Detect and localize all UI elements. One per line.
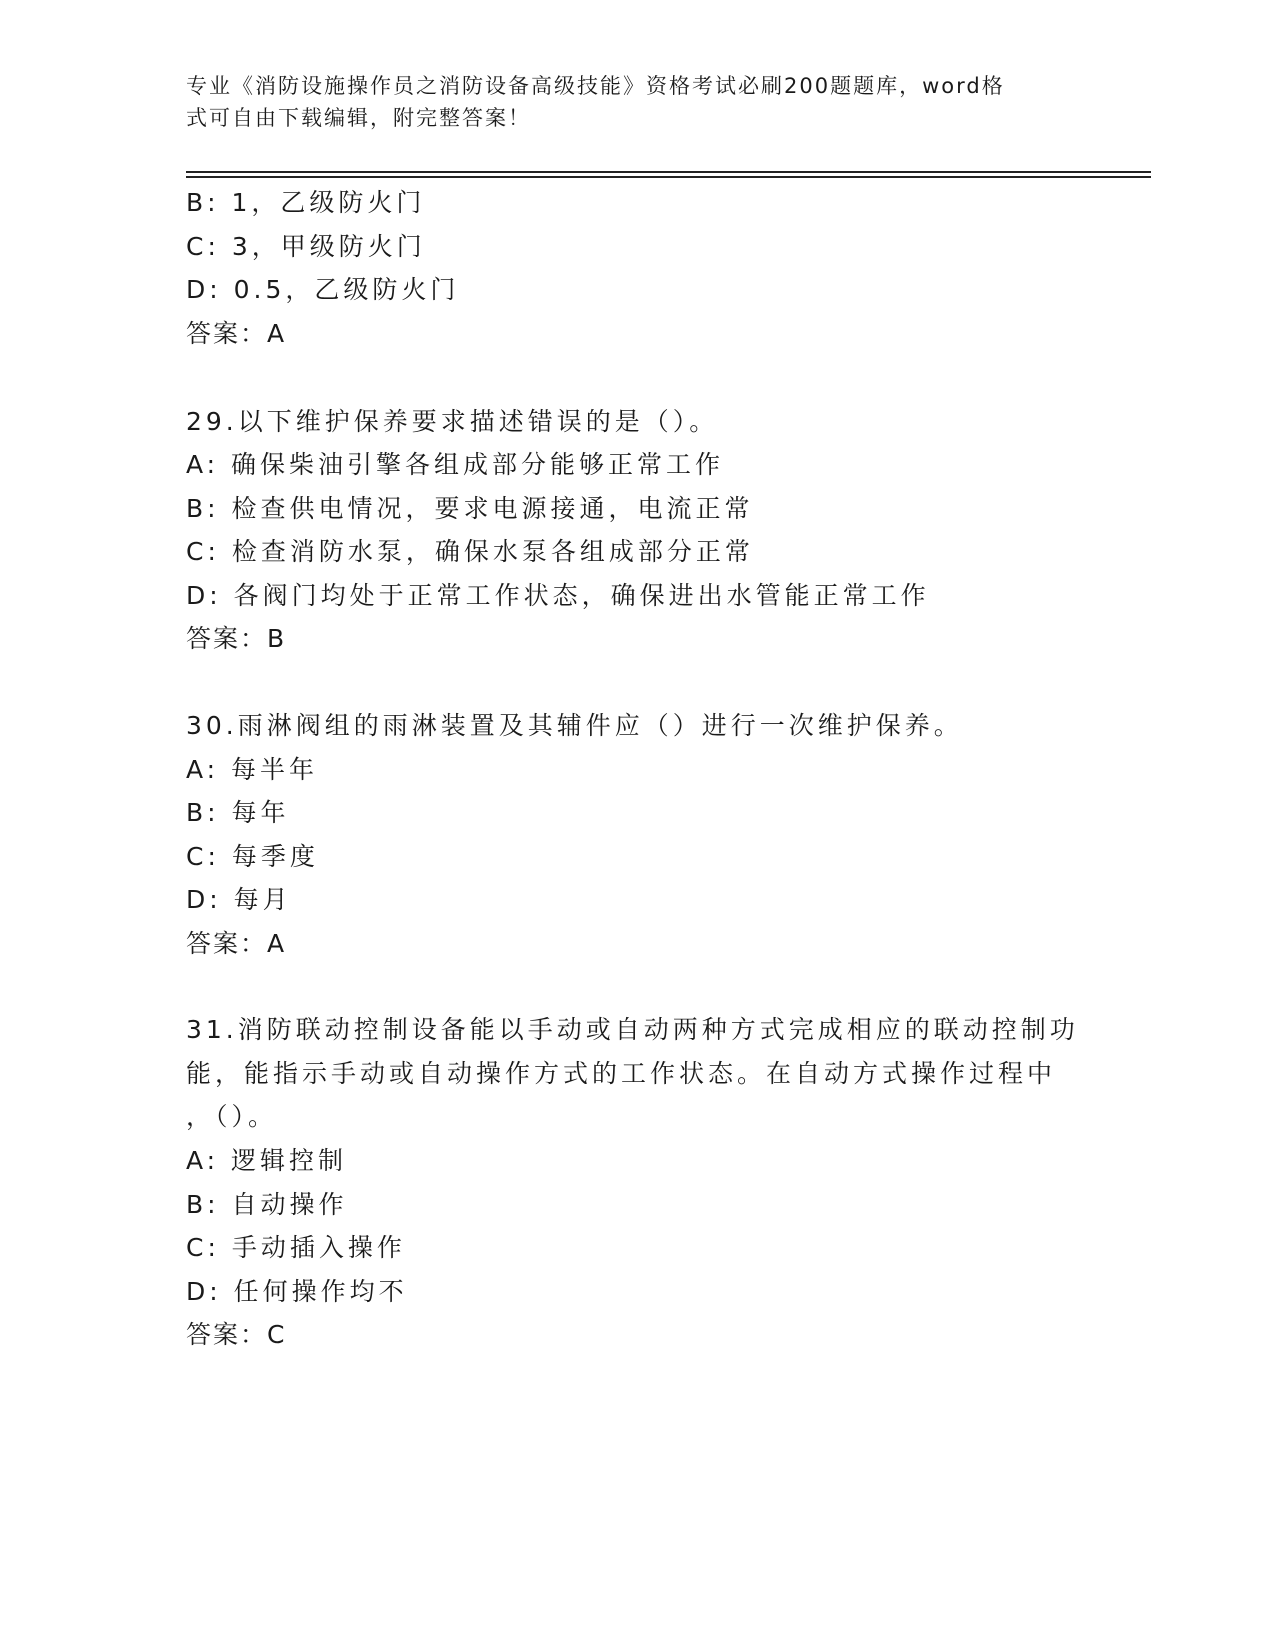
option-text: C: 检查消防水泵，确保水泵各组成部分正常	[186, 537, 754, 566]
header-rule-top	[186, 171, 1151, 173]
answer-text: 答案：B	[186, 624, 287, 653]
answer-text: 答案：A	[186, 319, 287, 348]
header-title-line-1: 专业《消防设施操作员之消防设备高级技能》资格考试必刷200题题库，word格	[186, 74, 1005, 98]
option-text: A: 逻辑控制	[186, 1146, 348, 1175]
option-text: C: 每季度	[186, 842, 319, 871]
option-text: D: 每月	[186, 885, 292, 914]
question-stem: 能，能指示手动或自动操作方式的工作状态。在自动方式操作过程中	[186, 1059, 1057, 1088]
option-text: B: 1，乙级防火门	[186, 188, 426, 217]
option-text: C: 手动插入操作	[186, 1233, 406, 1262]
question-stem: ，（）。	[186, 1102, 278, 1131]
option-text: D: 0.5，乙级防火门	[186, 275, 460, 304]
option-text: A: 每半年	[186, 755, 319, 784]
option-text: D: 各阀门均处于正常工作状态，确保进出水管能正常工作	[186, 581, 930, 610]
question-stem: 30.雨淋阀组的雨淋装置及其辅件应（）进行一次维护保养。	[186, 711, 963, 740]
option-text: C: 3，甲级防火门	[186, 232, 426, 261]
option-text: B: 自动操作	[186, 1190, 348, 1219]
answer-text: 答案：A	[186, 929, 287, 958]
question-stem: 31.消防联动控制设备能以手动或自动两种方式完成相应的联动控制功	[186, 1015, 1079, 1044]
option-text: A: 确保柴油引擎各组成部分能够正常工作	[186, 450, 725, 479]
header-title-line-2: 式可自由下载编辑，附完整答案！	[186, 106, 531, 130]
header-rule-bottom	[186, 176, 1151, 178]
option-text: B: 每年	[186, 798, 290, 827]
answer-text: 答案：C	[186, 1320, 287, 1349]
option-text: D: 任何操作均不	[186, 1277, 408, 1306]
question-stem: 29.以下维护保养要求描述错误的是（）。	[186, 407, 719, 436]
option-text: B: 检查供电情况，要求电源接通，电流正常	[186, 494, 754, 523]
